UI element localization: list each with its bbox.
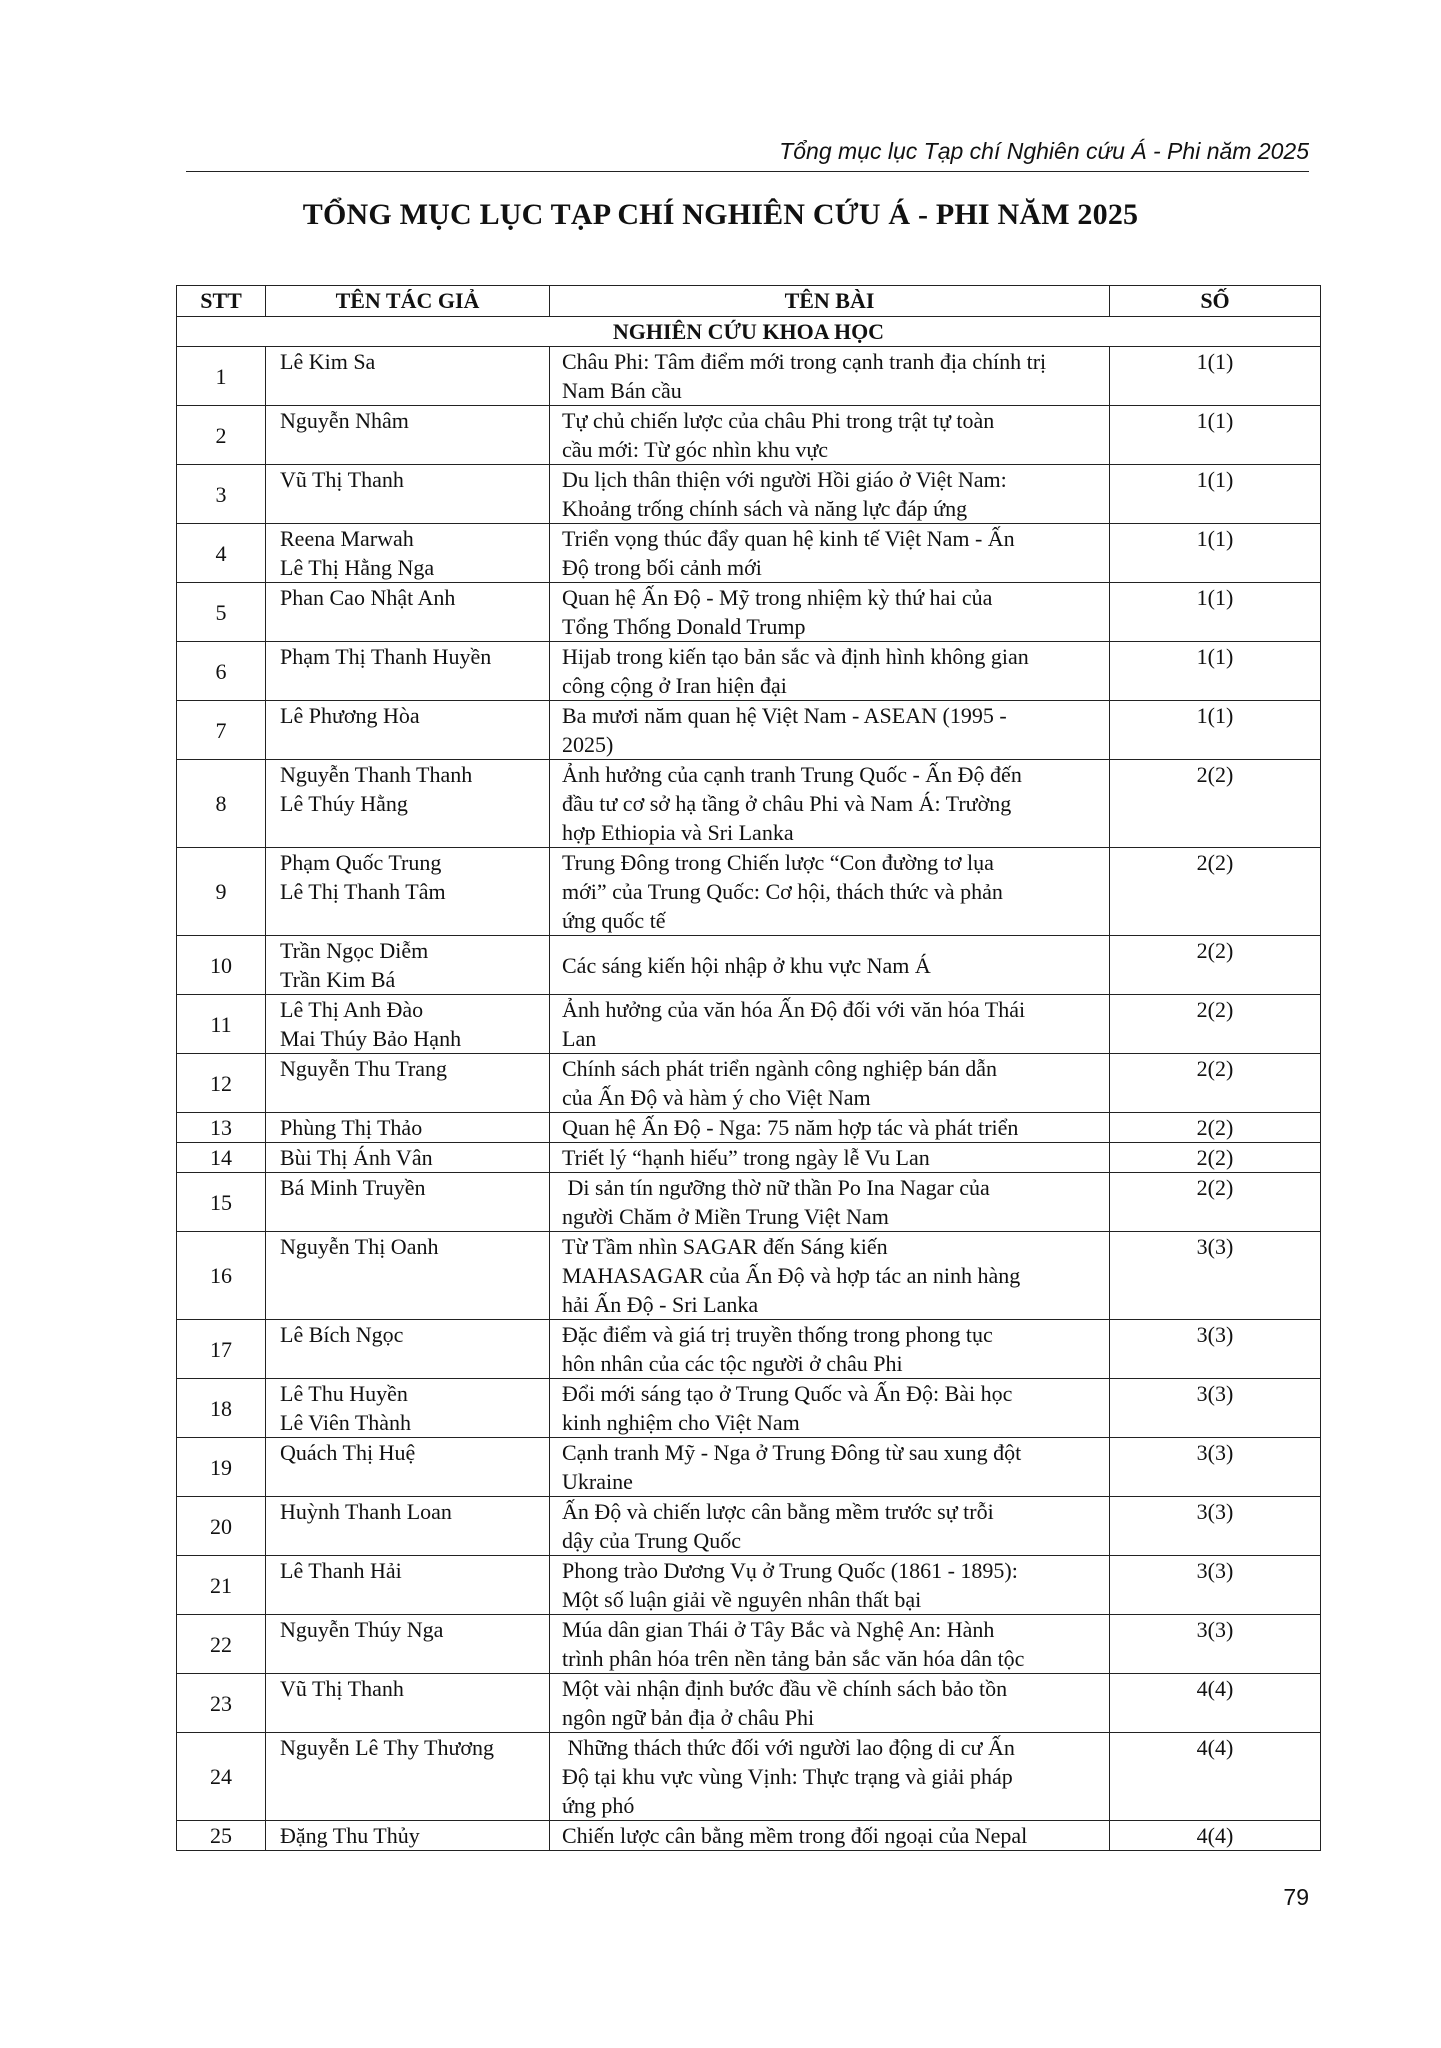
row-number: 23 [177,1674,266,1733]
author-cell [266,1232,550,1320]
row-number: 4 [177,524,266,583]
row-number: 13 [177,1113,266,1143]
row-number: 21 [177,1556,266,1615]
author-cell [266,1733,550,1821]
article-title-line: kinh nghiệm cho Việt Nam [562,1410,800,1435]
article-title-line: Múa dân gian Thái ở Tây Bắc và Nghệ An: Hành [562,1617,995,1642]
author-cell [266,347,550,406]
article-title-line: Một số luận giải về nguyên nhân thất bại [562,1587,922,1612]
article-title-line: Chiến lược cân bằng mềm trong đối ngoại của Nepal [562,1823,1028,1848]
issue-cell: 3(3) [1110,1556,1321,1615]
row-number: 16 [177,1232,266,1320]
author-cell [266,848,550,936]
article-title-line: Triển vọng thúc đẩy quan hệ kinh tế Việt Nam - Ấn [562,526,1015,551]
row-number: 2 [177,406,266,465]
article-title-line: Các sáng kiến hội nhập ở khu vực Nam Á [562,952,931,978]
author-cell [266,1143,550,1173]
article-title-line: ngôn ngữ bản địa ở châu Phi [562,1705,815,1730]
article-title-line: ứng quốc tế [562,908,666,933]
article-title-cell [550,1232,1110,1320]
article-title-line: dậy của Trung Quốc [562,1528,742,1553]
row-number: 5 [177,583,266,642]
author-cell [266,1674,550,1733]
row-number: 8 [177,760,266,848]
author-cell [266,642,550,701]
article-title-cell [550,524,1110,583]
article-title-line: mới” của Trung Quốc: Cơ hội, thách thức và phản [562,879,1003,904]
table-row [177,1438,1321,1497]
article-title-line: Nam Bán cầu [562,378,682,403]
article-title-line: hôn nhân của các tộc người ở châu Phi [562,1351,903,1376]
author-name: Đặng Thu Thủy [280,1823,420,1848]
issue-cell: 3(3) [1110,1438,1321,1497]
article-title-line: hợp Ethiopia và Sri Lanka [562,820,794,845]
page-title: TỔNG MỤC LỤC TẠP CHÍ NGHIÊN CỨU Á - PHI NĂM 2025 [302,198,1139,231]
table-row [177,701,1321,760]
article-title-line: Những thách thức đối với người lao động di cư Ấn [562,1735,1015,1760]
author-name: Trần Ngọc Diễm [280,938,429,963]
header-title: TÊN BÀI [550,286,1110,317]
article-title-line: người Chăm ở Miền Trung Việt Nam [562,1204,889,1229]
table-row [177,1556,1321,1615]
row-number: 15 [177,1173,266,1232]
author-name: Mai Thúy Bảo Hạnh [280,1026,462,1051]
issue-cell: 2(2) [1110,995,1321,1054]
article-title-cell [550,347,1110,406]
toc-table [176,285,1321,1851]
article-title-line: của Ấn Độ và hàm ý cho Việt Nam [562,1085,871,1110]
author-cell [266,1054,550,1113]
author-name: Lê Thị Thanh Tâm [280,879,446,904]
author-name: Lê Thị Hằng Nga [280,555,435,580]
row-number: 1 [177,347,266,406]
issue-cell: 4(4) [1110,1674,1321,1733]
article-title-cell [550,1379,1110,1438]
row-number: 9 [177,848,266,936]
article-title-cell [550,1615,1110,1674]
article-title-cell [550,1320,1110,1379]
article-title-line: Du lịch thân thiện với người Hồi giáo ở Việt Nam: [562,467,1007,492]
article-title-line: Ấn Độ và chiến lược cân bằng mềm trước sự trỗi [562,1499,994,1524]
article-title-cell [550,1113,1110,1143]
row-number: 18 [177,1379,266,1438]
article-title-cell [550,1054,1110,1113]
issue-cell: 1(1) [1110,642,1321,701]
article-title-cell [550,1733,1110,1821]
author-name: Lê Phương Hòa [280,703,420,728]
issue-cell: 1(1) [1110,465,1321,524]
table-row [177,642,1321,701]
article-title-line: Một vài nhận định bước đầu về chính sách bảo tồn [562,1676,1008,1701]
article-title-line: Độ trong bối cảnh mới [562,555,762,580]
issue-cell: 2(2) [1110,1113,1321,1143]
author-name: Reena Marwah [280,526,414,551]
article-title-line: Quan hệ Ấn Độ - Mỹ trong nhiệm kỳ thứ hai của [562,585,993,610]
article-title-line: Tự chủ chiến lược của châu Phi trong trật tự toàn [562,408,995,433]
table-row [177,995,1321,1054]
author-name: Phan Cao Nhật Anh [280,585,456,610]
article-title-line: đầu tư cơ sở hạ tầng ở châu Phi và Nam Á: Trường [562,791,1012,816]
author-cell [266,465,550,524]
author-name: Phạm Quốc Trung [280,850,442,875]
author-cell [266,1173,550,1232]
article-title-line: Ảnh hưởng của cạnh tranh Trung Quốc - Ấn Độ đến [562,762,1022,787]
table-row [177,1821,1321,1851]
header-issue: SỐ [1110,286,1321,317]
article-title-cell [550,1497,1110,1556]
author-name: Bùi Thị Ánh Vân [280,1145,433,1170]
author-name: Lê Thúy Hằng [280,791,408,816]
table-row [177,524,1321,583]
author-cell [266,1615,550,1674]
article-title-line: Khoảng trống chính sách và năng lực đáp ứng [562,496,968,521]
article-title-cell [550,1173,1110,1232]
issue-cell: 2(2) [1110,1173,1321,1232]
author-cell [266,583,550,642]
table-row [177,1173,1321,1232]
article-title-cell [550,760,1110,848]
author-cell [266,1438,550,1497]
author-name: Nguyễn Thanh Thanh [280,762,473,787]
article-title-line: Lan [562,1026,597,1051]
table-row [177,1143,1321,1173]
article-title-cell [550,936,1110,995]
issue-cell: 4(4) [1110,1821,1321,1851]
issue-cell: 3(3) [1110,1615,1321,1674]
table-row [177,406,1321,465]
article-title-line: ứng phó [562,1793,635,1818]
author-name: Lê Bích Ngọc [280,1322,404,1347]
article-title-cell [550,406,1110,465]
table-row [177,465,1321,524]
author-cell [266,760,550,848]
article-title-line: MAHASAGAR của Ấn Độ và hợp tác an ninh hàng [562,1263,1021,1288]
article-title-line: Châu Phi: Tâm điểm mới trong cạnh tranh địa chính trị [562,349,1047,374]
issue-cell: 2(2) [1110,936,1321,995]
table-row [177,1674,1321,1733]
author-name: Nguyễn Thu Trang [280,1056,448,1081]
article-title-cell [550,1143,1110,1173]
header-author: TÊN TÁC GIẢ [266,286,550,317]
author-cell [266,406,550,465]
table-row [177,583,1321,642]
article-title-cell [550,848,1110,936]
article-title-cell [550,1821,1110,1851]
author-name: Quách Thị Huệ [280,1440,416,1465]
article-title-cell [550,995,1110,1054]
article-title-line: Ukraine [562,1469,633,1494]
author-name: Phùng Thị Thảo [280,1115,423,1140]
table-row [177,1379,1321,1438]
issue-cell: 1(1) [1110,583,1321,642]
table-row [177,1733,1321,1821]
article-title-line: Quan hệ Ấn Độ - Nga: 75 năm hợp tác và phát triển [562,1115,1019,1140]
table-row [177,848,1321,936]
author-name: Phạm Thị Thanh Huyền [280,644,492,669]
author-name: Lê Viên Thành [280,1410,412,1435]
article-title-line: Tổng Thống Donald Trump [562,614,806,639]
article-title-cell [550,642,1110,701]
author-name: Nguyễn Lê Thy Thương [280,1735,494,1760]
header-stt: STT [177,286,266,317]
header-row [177,286,1321,317]
row-number: 14 [177,1143,266,1173]
table-row [177,1054,1321,1113]
author-cell [266,1821,550,1851]
issue-cell: 1(1) [1110,524,1321,583]
author-cell [266,1113,550,1143]
row-number: 6 [177,642,266,701]
table-row [177,1320,1321,1379]
row-number: 24 [177,1733,266,1821]
author-name: Nguyễn Nhâm [280,408,409,433]
article-title-cell [550,1438,1110,1497]
author-cell [266,1379,550,1438]
article-title-line: công cộng ở Iran hiện đại [562,673,787,698]
article-title-cell [550,465,1110,524]
author-name: Nguyễn Thị Oanh [280,1234,439,1259]
section-row [177,317,1321,347]
issue-cell: 1(1) [1110,406,1321,465]
article-title-cell [550,1556,1110,1615]
row-number: 3 [177,465,266,524]
article-title-line: Phong trào Dương Vụ ở Trung Quốc (1861 - 1895): [562,1558,1018,1583]
issue-cell: 2(2) [1110,848,1321,936]
row-number: 17 [177,1320,266,1379]
table-row [177,1497,1321,1556]
article-title-line: Trung Đông trong Chiến lược “Con đường tơ lụa [562,850,994,875]
issue-cell: 3(3) [1110,1232,1321,1320]
issue-cell: 3(3) [1110,1379,1321,1438]
author-name: Lê Thanh Hải [280,1558,402,1583]
row-number: 7 [177,701,266,760]
issue-cell: 2(2) [1110,1143,1321,1173]
table-row [177,1232,1321,1320]
author-cell [266,1320,550,1379]
issue-cell: 3(3) [1110,1320,1321,1379]
row-number: 10 [177,936,266,995]
author-name: Lê Kim Sa [280,349,376,374]
issue-cell: 4(4) [1110,1733,1321,1821]
row-number: 19 [177,1438,266,1497]
article-title-line: Hijab trong kiến tạo bản sắc và định hình không gian [562,644,1029,669]
section-heading: NGHIÊN CỨU KHOA HỌC [177,317,1321,347]
author-name: Lê Thị Anh Đào [280,997,424,1022]
article-title-line: Đặc điểm và giá trị truyền thống trong phong tục [562,1322,993,1347]
row-number: 22 [177,1615,266,1674]
author-name: Trần Kim Bá [280,967,396,992]
article-title-line: hải Ấn Độ - Sri Lanka [562,1292,759,1317]
author-cell [266,936,550,995]
table-row [177,347,1321,406]
issue-cell: 1(1) [1110,347,1321,406]
author-cell [266,1497,550,1556]
author-cell [266,524,550,583]
issue-cell: 3(3) [1110,1497,1321,1556]
running-head: Tổng mục lục Tạp chí Nghiên cứu Á - Phi năm 2025 [186,138,1309,172]
author-name: Lê Thu Huyền [280,1381,408,1406]
table-row [177,1113,1321,1143]
row-number: 20 [177,1497,266,1556]
article-title-line: Chính sách phát triển ngành công nghiệp bán dẫn [562,1056,998,1081]
article-title-line: Di sản tín ngưỡng thờ nữ thần Po Ina Nagar của [562,1175,990,1200]
table-row [177,1615,1321,1674]
author-name: Bá Minh Truyền [280,1175,426,1200]
author-name: Huỳnh Thanh Loan [280,1499,452,1524]
article-title-line: 2025) [562,732,614,757]
article-title-line: Độ tại khu vực vùng Vịnh: Thực trạng và giải pháp [562,1764,1013,1789]
article-title-line: Ảnh hưởng của văn hóa Ấn Độ đối với văn hóa Thái [562,997,1026,1022]
row-number: 11 [177,995,266,1054]
article-title-cell [550,701,1110,760]
author-cell [266,995,550,1054]
page-number: 79 [1283,1884,1309,1910]
article-title-line: Triết lý “hạnh hiếu” trong ngày lễ Vu Lan [562,1145,930,1170]
author-cell [266,1556,550,1615]
table-row [177,936,1321,995]
author-cell [266,701,550,760]
article-title-line: Từ Tầm nhìn SAGAR đến Sáng kiến [562,1234,888,1259]
article-title-line: Ba mươi năm quan hệ Việt Nam - ASEAN (1995 - [562,703,1007,728]
issue-cell: 2(2) [1110,1054,1321,1113]
article-title-line: cầu mới: Từ góc nhìn khu vực [562,437,829,462]
article-title-line: Đổi mới sáng tạo ở Trung Quốc và Ấn Độ: Bài học [562,1381,1013,1406]
issue-cell: 2(2) [1110,760,1321,848]
issue-cell: 1(1) [1110,701,1321,760]
author-name: Vũ Thị Thanh [280,1676,404,1701]
article-title-line: Cạnh tranh Mỹ - Nga ở Trung Đông từ sau xung đột [562,1440,1022,1465]
author-name: Nguyễn Thúy Nga [280,1617,444,1642]
author-name: Vũ Thị Thanh [280,467,404,492]
row-number: 12 [177,1054,266,1113]
article-title-cell [550,1674,1110,1733]
table-row [177,760,1321,848]
article-title-cell [550,583,1110,642]
row-number: 25 [177,1821,266,1851]
article-title-line: trình phân hóa trên nền tảng bản sắc văn hóa dân tộc [562,1646,1025,1671]
